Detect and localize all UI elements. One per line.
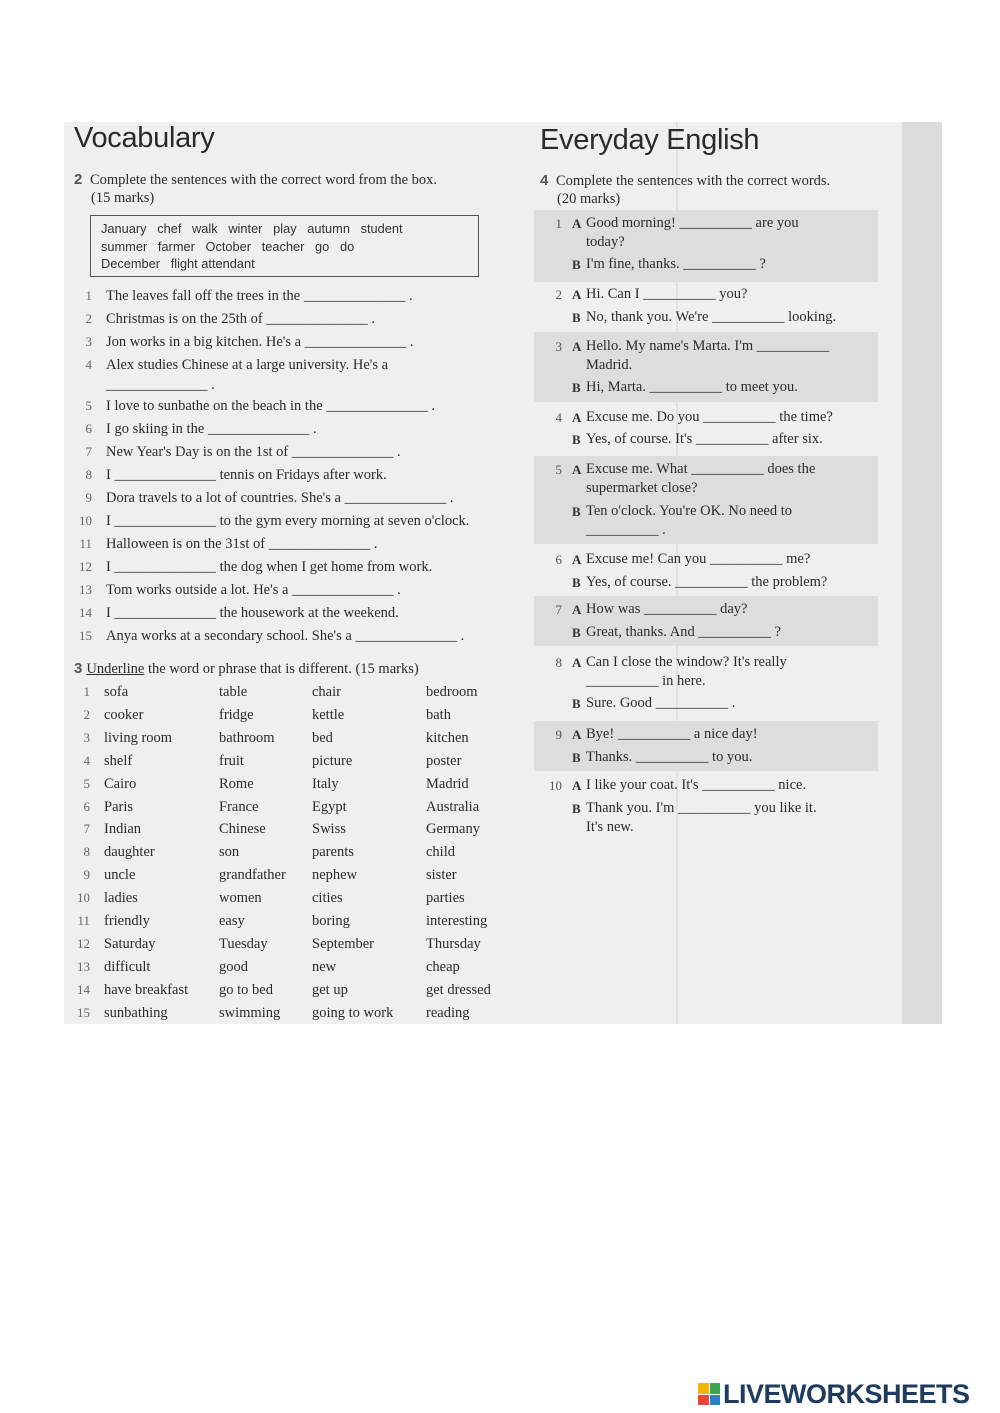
speaker-b: B — [572, 504, 581, 519]
item-text: I go skiing in the ______________ . — [106, 421, 317, 437]
line-a: Hello. My name's Marta. I'm __________ — [586, 338, 830, 354]
word-option[interactable]: Cairo — [104, 775, 137, 792]
everyday-english-title: Everyday English — [540, 124, 760, 156]
list-item — [79, 511, 524, 534]
word-option[interactable]: Thursday — [426, 935, 481, 952]
speaker-b: B — [572, 625, 581, 640]
word-option[interactable]: France — [219, 798, 259, 815]
exercise-number: 4 — [540, 172, 549, 189]
row-number: 5 — [83, 775, 90, 791]
dialogue-number: 3 — [555, 339, 562, 354]
speaker-b: B — [572, 310, 581, 325]
line-a: Hi. Can I __________ you? — [586, 286, 748, 302]
line-a: Good morning! __________ are you — [586, 215, 799, 231]
row-number: 10 — [77, 890, 90, 906]
row-number: 15 — [77, 1004, 90, 1020]
marks-text: (20 marks) — [557, 191, 621, 207]
word-option[interactable]: September — [312, 935, 375, 952]
list-item — [84, 286, 524, 309]
word-box — [90, 215, 479, 277]
word-option[interactable]: going to work — [312, 1004, 394, 1021]
word-option[interactable]: uncle — [104, 867, 136, 884]
row-number: 9 — [83, 867, 90, 883]
list-item — [84, 355, 524, 396]
word-option[interactable]: sofa — [104, 684, 129, 700]
item-text: I ______________ tennis on Fridays after work. — [106, 467, 387, 483]
worksheet-page — [64, 122, 942, 1024]
word-box-line: December flight attendant — [101, 256, 255, 271]
item-text: Dora travels to a lot of countries. She's a ______________ . — [106, 490, 454, 506]
word-option[interactable]: Indian — [104, 821, 142, 838]
dialogue-number: 6 — [555, 552, 562, 567]
word-option[interactable]: get dressed — [426, 981, 491, 998]
dialogue-number: 4 — [555, 410, 562, 425]
exercise-4-instruction — [540, 172, 885, 208]
word-option[interactable]: easy — [219, 913, 245, 929]
word-option[interactable]: Germany — [426, 821, 480, 838]
dialogue-3 — [534, 332, 878, 402]
line-a-continued: supermarket close? — [586, 480, 698, 496]
word-option[interactable]: kitchen — [426, 729, 469, 746]
word-option[interactable]: nephew — [312, 867, 358, 884]
liveworksheets-logo — [698, 1378, 970, 1410]
speaker-a: A — [572, 339, 582, 354]
page-edge-shadow — [902, 122, 942, 1024]
word-option[interactable]: bathroom — [219, 729, 275, 746]
word-option[interactable]: bedroom — [426, 684, 478, 700]
speaker-a: A — [572, 552, 582, 567]
dialogue-number: 9 — [555, 727, 562, 742]
row-number: 8 — [83, 844, 90, 860]
exercise-number: 3 — [74, 660, 83, 677]
line-a-continued: Madrid. — [586, 357, 633, 373]
word-option[interactable]: have breakfast — [104, 981, 189, 998]
word-option[interactable]: son — [219, 844, 240, 861]
row-number: 11 — [77, 913, 90, 928]
dialogue-2 — [534, 285, 878, 331]
list-item — [79, 626, 524, 649]
line-b: Thank you. I'm __________ you like it. — [586, 800, 817, 816]
word-option[interactable]: friendly — [104, 913, 150, 929]
item-text: I ______________ the dog when I get home from work. — [106, 559, 433, 575]
item-text: Alex studies Chinese at a large university. He's a — [106, 357, 389, 373]
dialogue-10 — [534, 776, 878, 842]
item-text: Halloween is on the 31st of ______________ . — [106, 536, 378, 552]
dialogue-number: 7 — [555, 602, 562, 617]
dialogue-number: 5 — [555, 462, 562, 477]
word-option[interactable]: women — [219, 890, 262, 907]
dialogue-number: 8 — [555, 655, 562, 670]
line-b: Yes, of course. It's __________ after six. — [586, 431, 823, 447]
list-item — [79, 534, 524, 557]
line-a: Can I close the window? It's really — [586, 654, 787, 670]
word-option[interactable]: shelf — [104, 752, 133, 769]
speaker-a: A — [572, 410, 582, 425]
item-text: Christmas is on the 25th of ______________ . — [106, 311, 376, 327]
item-number: 15 — [79, 628, 92, 643]
line-a: How was __________ day? — [586, 601, 748, 617]
item-number: 8 — [85, 467, 92, 482]
list-item — [84, 332, 524, 355]
row-number: 14 — [77, 981, 90, 997]
word-option[interactable]: Egypt — [312, 798, 347, 815]
exercise-2-instruction — [74, 171, 504, 207]
item-number: 3 — [85, 334, 92, 349]
word-option[interactable]: bath — [426, 706, 451, 723]
word-option[interactable]: cheap — [426, 958, 460, 975]
speaker-a: A — [572, 727, 582, 742]
line-b: I'm fine, thanks. __________ ? — [586, 256, 766, 272]
item-number: 4 — [85, 357, 92, 372]
item-text: Anya works at a secondary school. She's a ______________ . — [106, 628, 465, 644]
line-b: Thanks. __________ to you. — [586, 749, 753, 765]
word-option[interactable]: table — [219, 684, 248, 700]
list-item — [84, 442, 524, 465]
brand-name: LIVEWORKSHEETS — [723, 1378, 970, 1409]
instruction-text: Complete the sentences with the correct word from the box. — [89, 172, 438, 188]
word-option[interactable]: Tuesday — [219, 935, 268, 952]
line-b: No, thank you. We're __________ looking. — [586, 309, 837, 325]
word-option[interactable]: fruit — [219, 752, 244, 769]
word-option[interactable]: go to bed — [219, 981, 273, 998]
line-a-continued: today? — [586, 234, 625, 250]
word-option[interactable]: chair — [312, 684, 341, 700]
word-option[interactable]: bed — [312, 729, 333, 746]
dialogue-5 — [534, 456, 878, 544]
list-item — [79, 580, 524, 603]
row-number: 6 — [83, 798, 90, 814]
item-number: 5 — [85, 398, 92, 413]
word-option[interactable]: Saturday — [104, 935, 156, 952]
word-option[interactable]: cooker — [104, 706, 144, 723]
speaker-b: B — [572, 257, 581, 272]
line-b-continued: __________ . — [586, 522, 666, 538]
word-option[interactable]: living room — [104, 729, 173, 746]
dialogue-9 — [534, 721, 878, 771]
word-option[interactable]: child — [426, 844, 455, 861]
word-option[interactable]: Swiss — [312, 821, 346, 838]
row-number: 3 — [83, 729, 90, 745]
dialogue-6 — [534, 550, 878, 596]
word-option[interactable]: picture — [312, 752, 353, 769]
line-a: I like your coat. It's __________ nice. — [586, 777, 807, 793]
speaker-b: B — [572, 575, 581, 590]
line-b: Yes, of course. __________ the problem? — [586, 574, 828, 590]
row-number: 13 — [77, 958, 90, 974]
row-number: 2 — [83, 706, 90, 722]
word-option[interactable]: fridge — [219, 706, 254, 723]
speaker-a: A — [572, 778, 582, 793]
word-option[interactable]: Paris — [104, 798, 133, 815]
item-number: 2 — [85, 311, 92, 326]
dialogue-4 — [534, 408, 878, 454]
line-b: Great, thanks. And __________ ? — [586, 624, 781, 640]
item-text: I ______________ the housework at the weekend. — [106, 605, 399, 621]
word-option[interactable]: sunbathing — [104, 1004, 168, 1021]
liveworksheets-icon — [698, 1383, 720, 1405]
item-number: 10 — [79, 513, 92, 528]
word-option[interactable]: good — [219, 958, 248, 975]
row-number: 4 — [83, 752, 90, 768]
speaker-b: B — [572, 750, 581, 765]
row-number: 12 — [77, 935, 90, 951]
item-text: Tom works outside a lot. He's a ______________ . — [106, 582, 401, 598]
word-box-line: summer farmer October teacher go do — [101, 238, 355, 254]
item-text: I ______________ to the gym every morning at seven o'clock. — [106, 513, 470, 529]
item-number: 14 — [79, 605, 92, 620]
item-text: I love to sunbathe on the beach in the ______________ . — [106, 398, 436, 414]
list-item — [84, 465, 524, 488]
speaker-b: B — [572, 801, 581, 816]
line-a: Excuse me. What __________ does the — [586, 461, 816, 477]
word-option[interactable]: interesting — [426, 913, 488, 929]
line-b: Sure. Good __________ . — [586, 695, 736, 711]
exercise-3-instruction — [74, 660, 514, 678]
instruction-text: Complete the sentences with the correct words. — [555, 173, 831, 189]
item-number: 12 — [79, 559, 92, 574]
line-a: Bye! __________ a nice day! — [586, 726, 758, 742]
list-item — [84, 309, 524, 332]
item-number: 13 — [79, 582, 92, 597]
instruction-text: the word or phrase that is different. (15 marks) — [144, 661, 419, 677]
word-option[interactable]: Italy — [312, 775, 339, 792]
word-option[interactable]: ladies — [104, 890, 138, 907]
list-item — [79, 557, 524, 580]
word-option[interactable]: swimming — [219, 1004, 281, 1021]
dialogue-8 — [534, 653, 878, 719]
instruction-underline-word: Underline — [86, 661, 145, 677]
speaker-b: B — [572, 380, 581, 395]
word-option[interactable]: Rome — [219, 775, 254, 792]
word-option[interactable]: daughter — [104, 844, 155, 861]
dialogue-number: 10 — [549, 778, 562, 793]
vocabulary-title: Vocabulary — [74, 122, 215, 154]
list-item — [79, 603, 524, 626]
speaker-a: A — [572, 602, 582, 617]
word-option[interactable]: get up — [312, 981, 348, 998]
dialogue-1 — [534, 210, 878, 282]
marks-text: (15 marks) — [91, 190, 155, 206]
word-option[interactable]: cities — [312, 890, 343, 907]
line-a: Excuse me! Can you __________ me? — [586, 551, 811, 567]
item-text: Jon works in a big kitchen. He's a ______________ . — [106, 334, 414, 350]
list-item — [84, 419, 524, 442]
item-number: 7 — [85, 444, 92, 459]
word-option[interactable]: Madrid — [426, 775, 469, 792]
word-option[interactable]: parties — [426, 890, 465, 907]
item-number: 6 — [85, 421, 92, 436]
dialogue-number: 1 — [555, 216, 562, 231]
word-option[interactable]: kettle — [312, 706, 345, 723]
line-b: Hi, Marta. __________ to meet you. — [586, 379, 798, 395]
list-item — [84, 488, 524, 511]
row-number: 1 — [83, 684, 90, 699]
word-option[interactable]: boring — [312, 913, 350, 929]
item-number: 9 — [85, 490, 92, 505]
word-option[interactable]: poster — [426, 752, 462, 769]
speaker-a: A — [572, 655, 582, 670]
word-box-line: January chef walk winter play autumn student — [101, 221, 403, 236]
speaker-b: B — [572, 696, 581, 711]
list-item — [84, 396, 524, 419]
word-option[interactable]: Australia — [426, 798, 480, 815]
exercise-number: 2 — [74, 171, 83, 188]
word-option[interactable]: difficult — [104, 958, 151, 975]
word-option[interactable]: reading — [426, 1004, 470, 1021]
item-text-continued: ______________ . — [106, 377, 215, 393]
item-text: New Year's Day is on the 1st of ______________ . — [106, 444, 401, 460]
word-option[interactable]: new — [312, 958, 337, 975]
row-number: 7 — [83, 821, 90, 837]
speaker-a: A — [572, 462, 582, 477]
item-number: 1 — [85, 288, 92, 303]
line-b: Ten o'clock. You're OK. No need to — [586, 503, 792, 519]
speaker-a: A — [572, 287, 582, 302]
dialogue-number: 2 — [555, 287, 562, 302]
line-a: Excuse me. Do you __________ the time? — [586, 409, 833, 425]
item-number: 11 — [79, 536, 92, 551]
exercise-2-list — [79, 286, 524, 649]
speaker-b: B — [572, 432, 581, 447]
line-a-continued: __________ in here. — [586, 673, 706, 689]
dialogue-7 — [534, 596, 878, 646]
word-option[interactable]: sister — [426, 867, 457, 884]
item-text: The leaves fall off the trees in the ______________ . — [106, 288, 413, 304]
speaker-a: A — [572, 216, 582, 231]
line-b-continued: It's new. — [586, 819, 634, 835]
word-option[interactable]: grandfather — [219, 867, 286, 884]
word-option[interactable]: Chinese — [219, 821, 266, 838]
word-option[interactable]: parents — [312, 844, 354, 861]
